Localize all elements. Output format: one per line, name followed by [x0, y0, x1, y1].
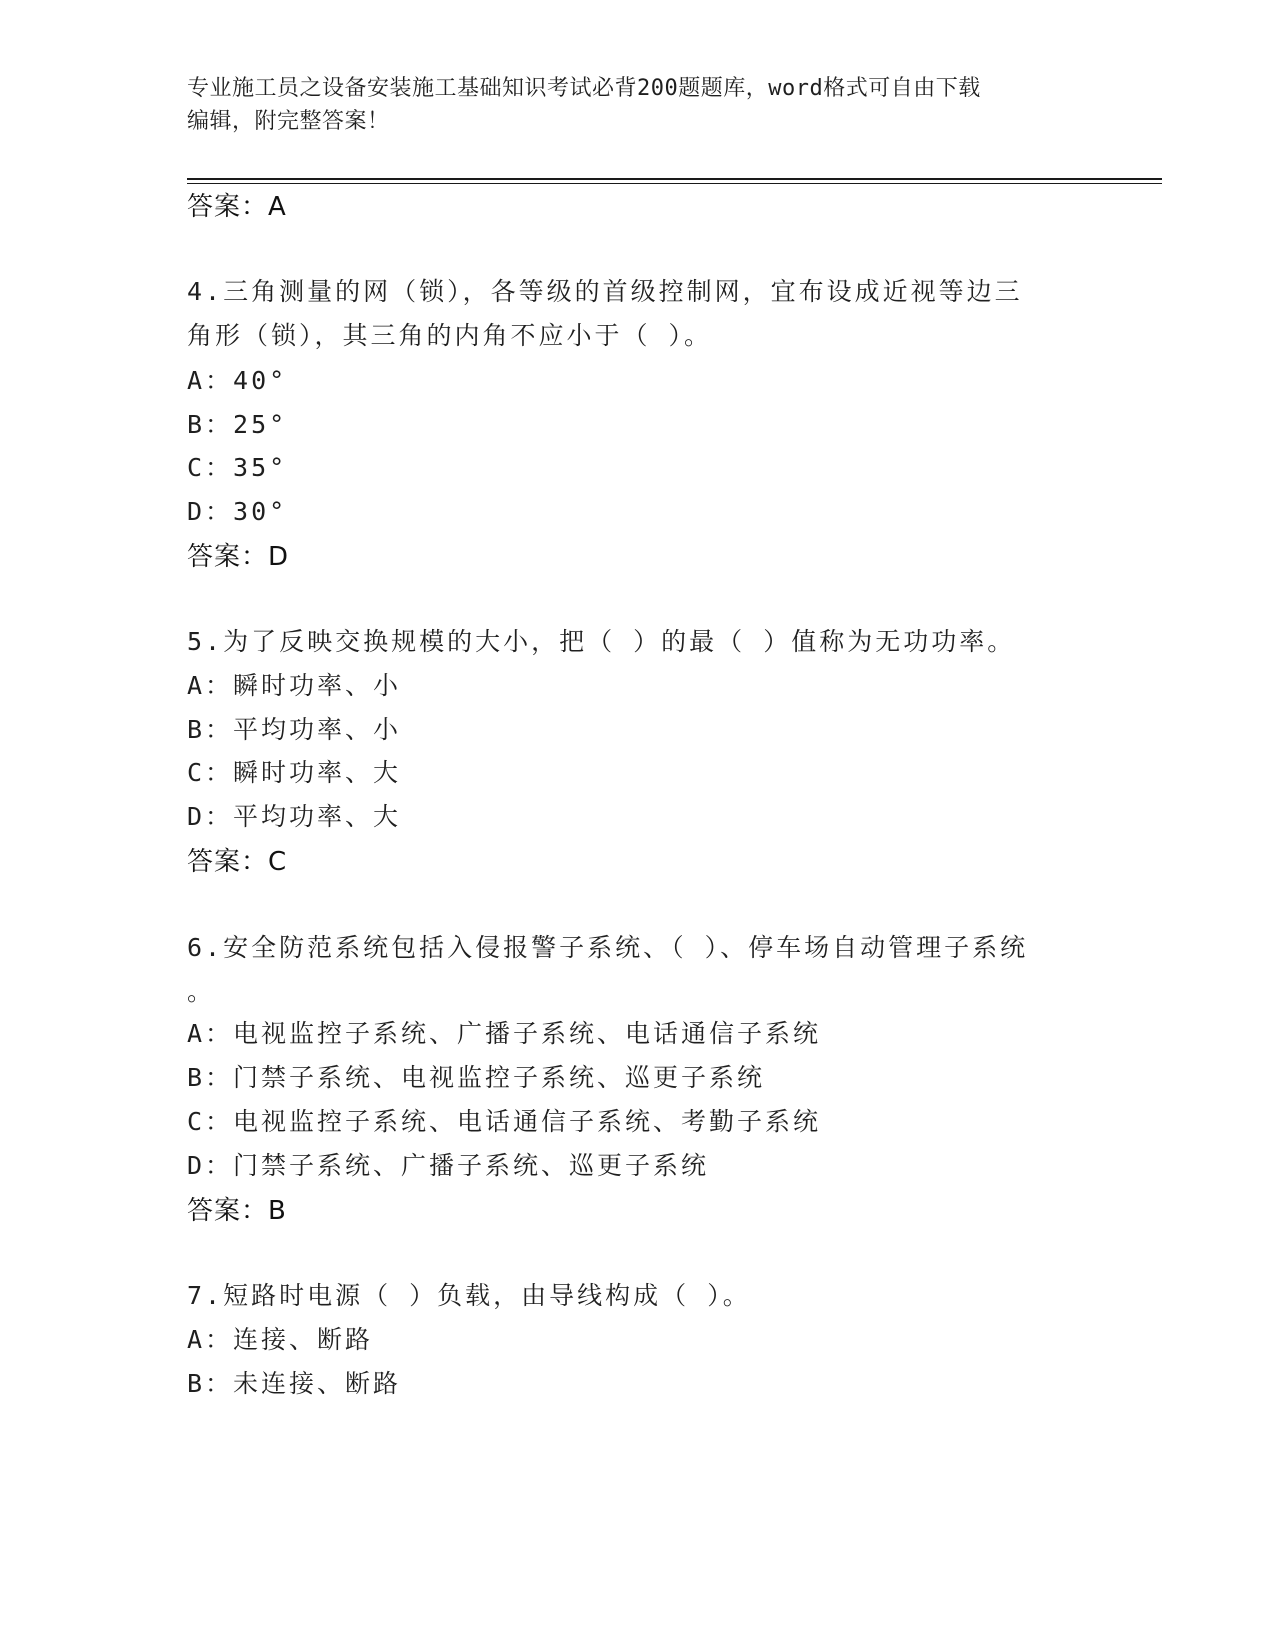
question-4-option-c: C：35°: [187, 453, 288, 482]
question-5-option-a: A：瞬时功率、小: [187, 671, 402, 700]
question-4-stem-line-1: 4.三角测量的网（锁），各等级的首级控制网，宜布设成近视等边三: [187, 277, 1023, 306]
question-5-option-c: C：瞬时功率、大: [187, 758, 402, 787]
question-4-stem-line-2: 角形（锁），其三角的内角不应小于（ ）。: [187, 321, 713, 350]
answer-q4: 答案：D: [187, 542, 290, 572]
question-6-option-d: D：门禁子系统、广播子系统、巡更子系统: [187, 1151, 710, 1180]
question-6-option-c: C：电视监控子系统、电话通信子系统、考勤子系统: [187, 1107, 822, 1136]
header-divider: [187, 178, 1162, 180]
question-6-stem-line-1: 6.安全防范系统包括入侵报警子系统、（ ）、停车场自动管理子系统: [187, 933, 1029, 962]
question-4-option-b: B：25°: [187, 410, 288, 439]
question-4-option-d: D：30°: [187, 497, 288, 526]
answer-q5: 答案：C: [187, 847, 288, 877]
question-6-stem-line-2: 。: [187, 977, 216, 1006]
answer-q6: 答案：B: [187, 1196, 287, 1226]
question-5-option-d: D：平均功率、大: [187, 802, 402, 831]
question-7-option-b: B：未连接、断路: [187, 1369, 402, 1398]
question-5-stem-line-1: 5.为了反映交换规模的大小，把（ ）的最（ ）值称为无功功率。: [187, 627, 1016, 656]
question-7-option-a: A：连接、断路: [187, 1325, 374, 1354]
answer-q3: 答案：A: [187, 192, 287, 222]
header-divider-thin: [187, 183, 1162, 184]
question-6-option-a: A：电视监控子系统、广播子系统、电话通信子系统: [187, 1019, 822, 1048]
question-6-option-b: B：门禁子系统、电视监控子系统、巡更子系统: [187, 1063, 766, 1092]
question-7-stem-line-1: 7.短路时电源（ ）负载，由导线构成（ ）。: [187, 1281, 751, 1310]
question-5-option-b: B：平均功率、小: [187, 715, 402, 744]
document-header: 专业施工员之设备安装施工基础知识考试必背200题题库，word格式可自由下载 编辑，附完整答案！: [187, 76, 981, 134]
question-4-option-a: A：40°: [187, 366, 288, 395]
